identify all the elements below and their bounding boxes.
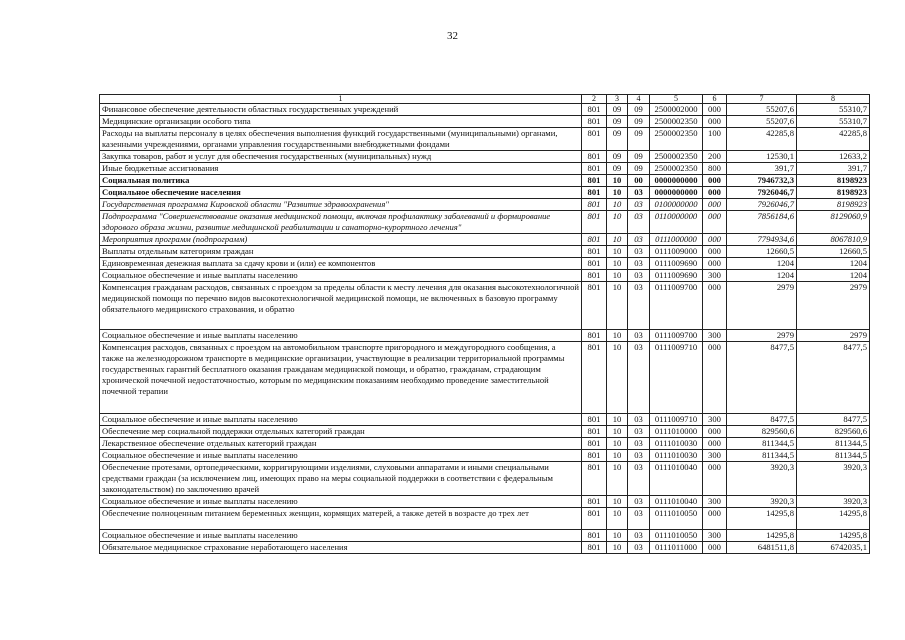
- amount-year-1: 7946732,3: [727, 175, 797, 187]
- subsection-code: 00: [628, 175, 650, 187]
- table-row: [100, 330, 870, 342]
- target-article-code: 0100000000: [650, 199, 703, 211]
- table-row: [100, 187, 870, 199]
- expense-type-code: 000: [703, 342, 727, 414]
- target-article-code: 0111010030: [650, 438, 703, 450]
- ministry-code: 801: [582, 462, 607, 496]
- row-name: Социальное обеспечение населения: [100, 187, 582, 199]
- ministry-code: 801: [582, 187, 607, 199]
- amount-year-2: 8198923: [797, 175, 870, 187]
- section-code: 10: [607, 282, 628, 330]
- expense-type-code: 100: [703, 128, 727, 151]
- amount-year-1: 811344,5: [727, 450, 797, 462]
- row-name: Компенсация расходов, связанных с проездом на автомобильном транспорте пригородного и междугородного сообщения, а также на железнодорожном транспорте в медицинские организации, участвующие в реализации территориальной программы государственных гарантий бесплатного оказания гражданам медицинской помощи, и обратно, гражданам, страдающим хронической почечной недостаточностью, которым по медицинским показаниям необходимо проведение заместительной почечной терапии: [100, 342, 582, 414]
- amount-year-2: 2979: [797, 282, 870, 330]
- row-name: Обеспечение мер социальной поддержки отдельных категорий граждан: [100, 426, 582, 438]
- target-article-code: 0111009700: [650, 282, 703, 330]
- table-row: [100, 175, 870, 187]
- section-code: 10: [607, 258, 628, 270]
- amount-year-2: 1204: [797, 270, 870, 282]
- amount-year-2: 829560,6: [797, 426, 870, 438]
- table-row: [100, 414, 870, 426]
- expense-type-code: 300: [703, 330, 727, 342]
- table-row: [100, 128, 870, 151]
- amount-year-1: 7926046,7: [727, 187, 797, 199]
- table-row: [100, 426, 870, 438]
- table-row: [100, 116, 870, 128]
- table-row: [100, 199, 870, 211]
- ministry-code: 801: [582, 151, 607, 163]
- table-row: [100, 163, 870, 175]
- expense-type-code: 000: [703, 508, 727, 530]
- subsection-code: 03: [628, 234, 650, 246]
- amount-year-1: 7794934,6: [727, 234, 797, 246]
- target-article-code: 0111010030: [650, 450, 703, 462]
- subsection-code: 09: [628, 116, 650, 128]
- subsection-code: 03: [628, 211, 650, 234]
- ministry-code: 801: [582, 282, 607, 330]
- ministry-code: 801: [582, 175, 607, 187]
- target-article-code: 0111010050: [650, 530, 703, 542]
- row-name: Социальное обеспечение и иные выплаты населению: [100, 530, 582, 542]
- target-article-code: 2500002350: [650, 151, 703, 163]
- amount-year-2: 14295,8: [797, 508, 870, 530]
- section-code: 09: [607, 163, 628, 175]
- amount-year-2: 811344,5: [797, 438, 870, 450]
- section-code: 10: [607, 450, 628, 462]
- column-number: 5: [650, 95, 703, 104]
- expense-type-code: 000: [703, 199, 727, 211]
- ministry-code: 801: [582, 234, 607, 246]
- amount-year-1: 6481511,8: [727, 542, 797, 554]
- row-name: Расходы на выплаты персоналу в целях обеспечения выполнения функций государственными (муниципальными) органами, казенными учреждениями, органами управления государственными внебюджетными фондами: [100, 128, 582, 151]
- amount-year-1: 12660,5: [727, 246, 797, 258]
- section-code: 10: [607, 508, 628, 530]
- section-code: 09: [607, 128, 628, 151]
- amount-year-1: 1204: [727, 258, 797, 270]
- subsection-code: 03: [628, 426, 650, 438]
- section-code: 10: [607, 462, 628, 496]
- expense-type-code: 000: [703, 104, 727, 116]
- section-code: 10: [607, 330, 628, 342]
- ministry-code: 801: [582, 542, 607, 554]
- target-article-code: 0111009690: [650, 258, 703, 270]
- amount-year-1: 7856184,6: [727, 211, 797, 234]
- ministry-code: 801: [582, 211, 607, 234]
- subsection-code: 03: [628, 199, 650, 211]
- amount-year-1: 391,7: [727, 163, 797, 175]
- section-code: 10: [607, 175, 628, 187]
- section-code: 10: [607, 234, 628, 246]
- ministry-code: 801: [582, 258, 607, 270]
- table-row: [100, 246, 870, 258]
- row-name: Социальное обеспечение и иные выплаты населению: [100, 496, 582, 508]
- column-number: 3: [607, 95, 628, 104]
- table-row: [100, 530, 870, 542]
- row-name: Социальная политика: [100, 175, 582, 187]
- expense-type-code: 000: [703, 234, 727, 246]
- subsection-code: 09: [628, 151, 650, 163]
- table-row: [100, 496, 870, 508]
- row-name: Иные бюджетные ассигнования: [100, 163, 582, 175]
- row-name: Социальное обеспечение и иные выплаты населению: [100, 414, 582, 426]
- expense-type-code: 000: [703, 462, 727, 496]
- column-number: 6: [703, 95, 727, 104]
- row-name: Подпрограмма "Совершенствование оказания медицинской помощи, включая профилактику заболеваний и формирование здорового образа жизни, развитие медицинской реабилитации и санаторно-курортного лечения": [100, 211, 582, 234]
- budget-table: [99, 94, 870, 554]
- row-name: Социальное обеспечение и иные выплаты населению: [100, 270, 582, 282]
- column-number: 4: [628, 95, 650, 104]
- table-row: [100, 258, 870, 270]
- subsection-code: 03: [628, 282, 650, 330]
- expense-type-code: 300: [703, 450, 727, 462]
- page-number: 32: [447, 30, 458, 42]
- column-number: 7: [727, 95, 797, 104]
- section-code: 10: [607, 438, 628, 450]
- target-article-code: 0000000000: [650, 175, 703, 187]
- amount-year-2: 12660,5: [797, 246, 870, 258]
- table-row: [100, 438, 870, 450]
- amount-year-1: 3920,3: [727, 462, 797, 496]
- expense-type-code: 000: [703, 211, 727, 234]
- table-row: [100, 104, 870, 116]
- target-article-code: 0000000000: [650, 187, 703, 199]
- expense-type-code: 000: [703, 246, 727, 258]
- column-number: 2: [582, 95, 607, 104]
- table-row: [100, 462, 870, 496]
- expense-type-code: 000: [703, 542, 727, 554]
- target-article-code: 2500002350: [650, 128, 703, 151]
- ministry-code: 801: [582, 246, 607, 258]
- table-row: [100, 342, 870, 414]
- target-article-code: 0111010040: [650, 496, 703, 508]
- row-name: Компенсация гражданам расходов, связанных с проездом за пределы области к месту лечения для оказания высокотехнологичной медицинской помощи по перечню видов высокотехнологичной медицинской помощи, не включенных в базовую программу обязательного медицинского страхования, и обратно: [100, 282, 582, 330]
- ministry-code: 801: [582, 104, 607, 116]
- row-name: Медицинские организации особого типа: [100, 116, 582, 128]
- table-row: [100, 234, 870, 246]
- amount-year-1: 1204: [727, 270, 797, 282]
- amount-year-2: 8129060,9: [797, 211, 870, 234]
- row-name: Социальное обеспечение и иные выплаты населению: [100, 450, 582, 462]
- amount-year-1: 3920,3: [727, 496, 797, 508]
- subsection-code: 03: [628, 450, 650, 462]
- amount-year-2: 2979: [797, 330, 870, 342]
- amount-year-2: 55310,7: [797, 104, 870, 116]
- target-article-code: 0111009000: [650, 246, 703, 258]
- target-article-code: 0111009710: [650, 342, 703, 414]
- row-name: Обязательное медицинское страхование неработающего населения: [100, 542, 582, 554]
- row-name: Государственная программа Кировской области "Развитие здравоохранения": [100, 199, 582, 211]
- section-code: 09: [607, 151, 628, 163]
- section-code: 10: [607, 342, 628, 414]
- amount-year-2: 55310,7: [797, 116, 870, 128]
- subsection-code: 03: [628, 530, 650, 542]
- amount-year-1: 829560,6: [727, 426, 797, 438]
- section-code: 10: [607, 246, 628, 258]
- amount-year-1: 55207,6: [727, 116, 797, 128]
- amount-year-1: 55207,6: [727, 104, 797, 116]
- amount-year-2: 811344,5: [797, 450, 870, 462]
- subsection-code: 03: [628, 187, 650, 199]
- section-code: 10: [607, 270, 628, 282]
- section-code: 10: [607, 211, 628, 234]
- amount-year-1: 2979: [727, 330, 797, 342]
- subsection-code: 03: [628, 542, 650, 554]
- target-article-code: 0111011000: [650, 542, 703, 554]
- column-number-row: [100, 95, 870, 104]
- expense-type-code: 300: [703, 414, 727, 426]
- section-code: 10: [607, 414, 628, 426]
- subsection-code: 03: [628, 496, 650, 508]
- section-code: 09: [607, 116, 628, 128]
- ministry-code: 801: [582, 438, 607, 450]
- amount-year-2: 42285,8: [797, 128, 870, 151]
- subsection-code: 03: [628, 270, 650, 282]
- row-name: Обеспечение протезами, ортопедическими, корригирующими изделиями, слуховыми аппаратами и иными специальными средствами граждан (за исключением лиц, имеющих право на меры социальной поддержки в соответствии с федеральным законодательством) по заключению врачей: [100, 462, 582, 496]
- subsection-code: 09: [628, 104, 650, 116]
- target-article-code: 0110000000: [650, 211, 703, 234]
- column-number: 8: [797, 95, 870, 104]
- target-article-code: 2500002000: [650, 104, 703, 116]
- amount-year-2: 8067810,9: [797, 234, 870, 246]
- table-row: [100, 270, 870, 282]
- ministry-code: 801: [582, 163, 607, 175]
- ministry-code: 801: [582, 128, 607, 151]
- amount-year-1: 42285,8: [727, 128, 797, 151]
- target-article-code: 0111009690: [650, 270, 703, 282]
- row-name: Выплаты отдельным категориям граждан: [100, 246, 582, 258]
- target-article-code: 0111010040: [650, 462, 703, 496]
- expense-type-code: 300: [703, 270, 727, 282]
- ministry-code: 801: [582, 450, 607, 462]
- section-code: 10: [607, 542, 628, 554]
- section-code: 10: [607, 426, 628, 438]
- table-row: [100, 508, 870, 530]
- amount-year-1: 14295,8: [727, 508, 797, 530]
- amount-year-1: 8477,5: [727, 414, 797, 426]
- row-name: Обеспечение полноценным питанием беременных женщин, кормящих матерей, а также детей в возрасте до трех лет: [100, 508, 582, 530]
- amount-year-1: 2979: [727, 282, 797, 330]
- ministry-code: 801: [582, 342, 607, 414]
- subsection-code: 03: [628, 462, 650, 496]
- section-code: 10: [607, 530, 628, 542]
- amount-year-2: 8477,5: [797, 414, 870, 426]
- expense-type-code: 800: [703, 163, 727, 175]
- section-code: 10: [607, 199, 628, 211]
- expense-type-code: 000: [703, 438, 727, 450]
- table-row: [100, 450, 870, 462]
- expense-type-code: 000: [703, 258, 727, 270]
- table-row: [100, 282, 870, 330]
- table-row: [100, 542, 870, 554]
- column-number: 1: [100, 95, 582, 104]
- amount-year-1: 12530,1: [727, 151, 797, 163]
- amount-year-2: 8198923: [797, 199, 870, 211]
- subsection-code: 09: [628, 128, 650, 151]
- amount-year-1: 8477,5: [727, 342, 797, 414]
- amount-year-2: 391,7: [797, 163, 870, 175]
- subsection-code: 03: [628, 246, 650, 258]
- expense-type-code: 000: [703, 282, 727, 330]
- ministry-code: 801: [582, 270, 607, 282]
- row-name: Закупка товаров, работ и услуг для обеспечения государственных (муниципальных) нужд: [100, 151, 582, 163]
- expense-type-code: 000: [703, 187, 727, 199]
- target-article-code: 2500002350: [650, 163, 703, 175]
- amount-year-2: 12633,2: [797, 151, 870, 163]
- subsection-code: 03: [628, 508, 650, 530]
- table-row: [100, 151, 870, 163]
- ministry-code: 801: [582, 199, 607, 211]
- section-code: 09: [607, 104, 628, 116]
- row-name: Единовременная денежная выплата за сдачу крови и (или) ее компонентов: [100, 258, 582, 270]
- ministry-code: 801: [582, 508, 607, 530]
- expense-type-code: 000: [703, 426, 727, 438]
- target-article-code: 0111010000: [650, 426, 703, 438]
- amount-year-2: 3920,3: [797, 462, 870, 496]
- expense-type-code: 000: [703, 116, 727, 128]
- amount-year-1: 811344,5: [727, 438, 797, 450]
- subsection-code: 03: [628, 258, 650, 270]
- subsection-code: 03: [628, 330, 650, 342]
- target-article-code: 0111009700: [650, 330, 703, 342]
- ministry-code: 801: [582, 496, 607, 508]
- ministry-code: 801: [582, 116, 607, 128]
- target-article-code: 0111009710: [650, 414, 703, 426]
- amount-year-2: 6742035,1: [797, 542, 870, 554]
- amount-year-2: 3920,3: [797, 496, 870, 508]
- subsection-code: 03: [628, 342, 650, 414]
- ministry-code: 801: [582, 330, 607, 342]
- ministry-code: 801: [582, 426, 607, 438]
- table-row: [100, 211, 870, 234]
- row-name: Лекарственное обеспечение отдельных категорий граждан: [100, 438, 582, 450]
- expense-type-code: 000: [703, 175, 727, 187]
- target-article-code: 0111010050: [650, 508, 703, 530]
- amount-year-2: 14295,8: [797, 530, 870, 542]
- row-name: Мероприятия программ (подпрограмм): [100, 234, 582, 246]
- amount-year-1: 7926046,7: [727, 199, 797, 211]
- expense-type-code: 200: [703, 151, 727, 163]
- target-article-code: 2500002350: [650, 116, 703, 128]
- section-code: 10: [607, 496, 628, 508]
- amount-year-2: 8198923: [797, 187, 870, 199]
- row-name: Социальное обеспечение и иные выплаты населению: [100, 330, 582, 342]
- ministry-code: 801: [582, 530, 607, 542]
- amount-year-1: 14295,8: [727, 530, 797, 542]
- row-name: Финансовое обеспечение деятельности областных государственных учреждений: [100, 104, 582, 116]
- expense-type-code: 300: [703, 530, 727, 542]
- amount-year-2: 8477,5: [797, 342, 870, 414]
- ministry-code: 801: [582, 414, 607, 426]
- subsection-code: 09: [628, 163, 650, 175]
- section-code: 10: [607, 187, 628, 199]
- subsection-code: 03: [628, 414, 650, 426]
- amount-year-2: 1204: [797, 258, 870, 270]
- target-article-code: 0111000000: [650, 234, 703, 246]
- expense-type-code: 300: [703, 496, 727, 508]
- subsection-code: 03: [628, 438, 650, 450]
